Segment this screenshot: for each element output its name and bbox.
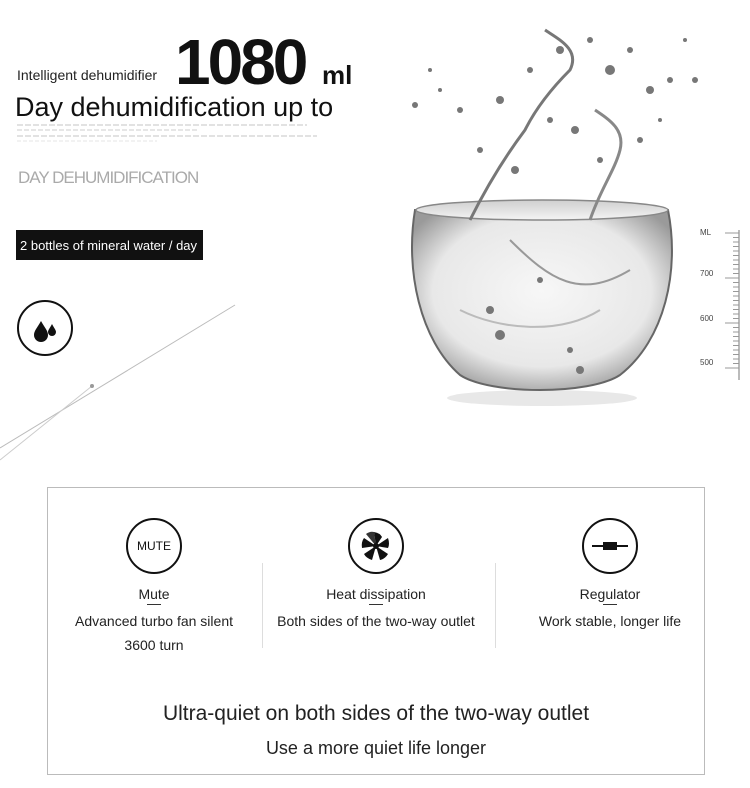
footer-headline: Ultra-quiet on both sides of the two-way outlet [162,702,590,725]
fan-icon [348,518,404,574]
divider [262,563,263,648]
feature-desc: Both sides of the two-way outlet [277,613,475,629]
capacity-number: 1080 [175,26,306,98]
subtitle-caps: DAY DEHUMIDIFICATION [18,168,199,187]
headline: Day dehumidification up to [15,92,334,122]
mute-icon-text: MUTE [137,539,171,553]
feature-heat-dissipation [270,518,482,633]
fine-print-decoration [17,122,317,142]
divider [495,563,496,648]
scale-tick-label: 500 [700,358,714,367]
scale-unit: ML [700,228,712,237]
features-panel [47,487,705,775]
feature-title: Mute [138,586,170,602]
feature-title: Heat dissipation [326,586,426,602]
title-underline [369,604,383,605]
mute-icon [126,518,182,574]
feature-desc: Work stable, longer life [538,613,682,629]
feature-title: Regulator [579,586,641,602]
title-underline [603,604,617,605]
bottles-tag: 2 bottles of mineral water / day [16,230,203,260]
footer-subline: Use a more quiet life longer [265,738,487,758]
scale-tick-label: 700 [700,269,714,278]
feature-desc: Advanced turbo fan silent 3600 turn [75,613,233,653]
capacity-unit: ml [322,60,353,90]
title-underline [147,604,161,605]
scale-tick-label: 600 [700,314,714,323]
intro-text: Intelligent dehumidifier [17,67,158,83]
feature-regulator [504,518,716,633]
feature-mute [48,518,260,657]
decorative-lines [0,300,260,470]
water-bowl-illustration [400,10,700,410]
regulator-icon [582,518,638,574]
